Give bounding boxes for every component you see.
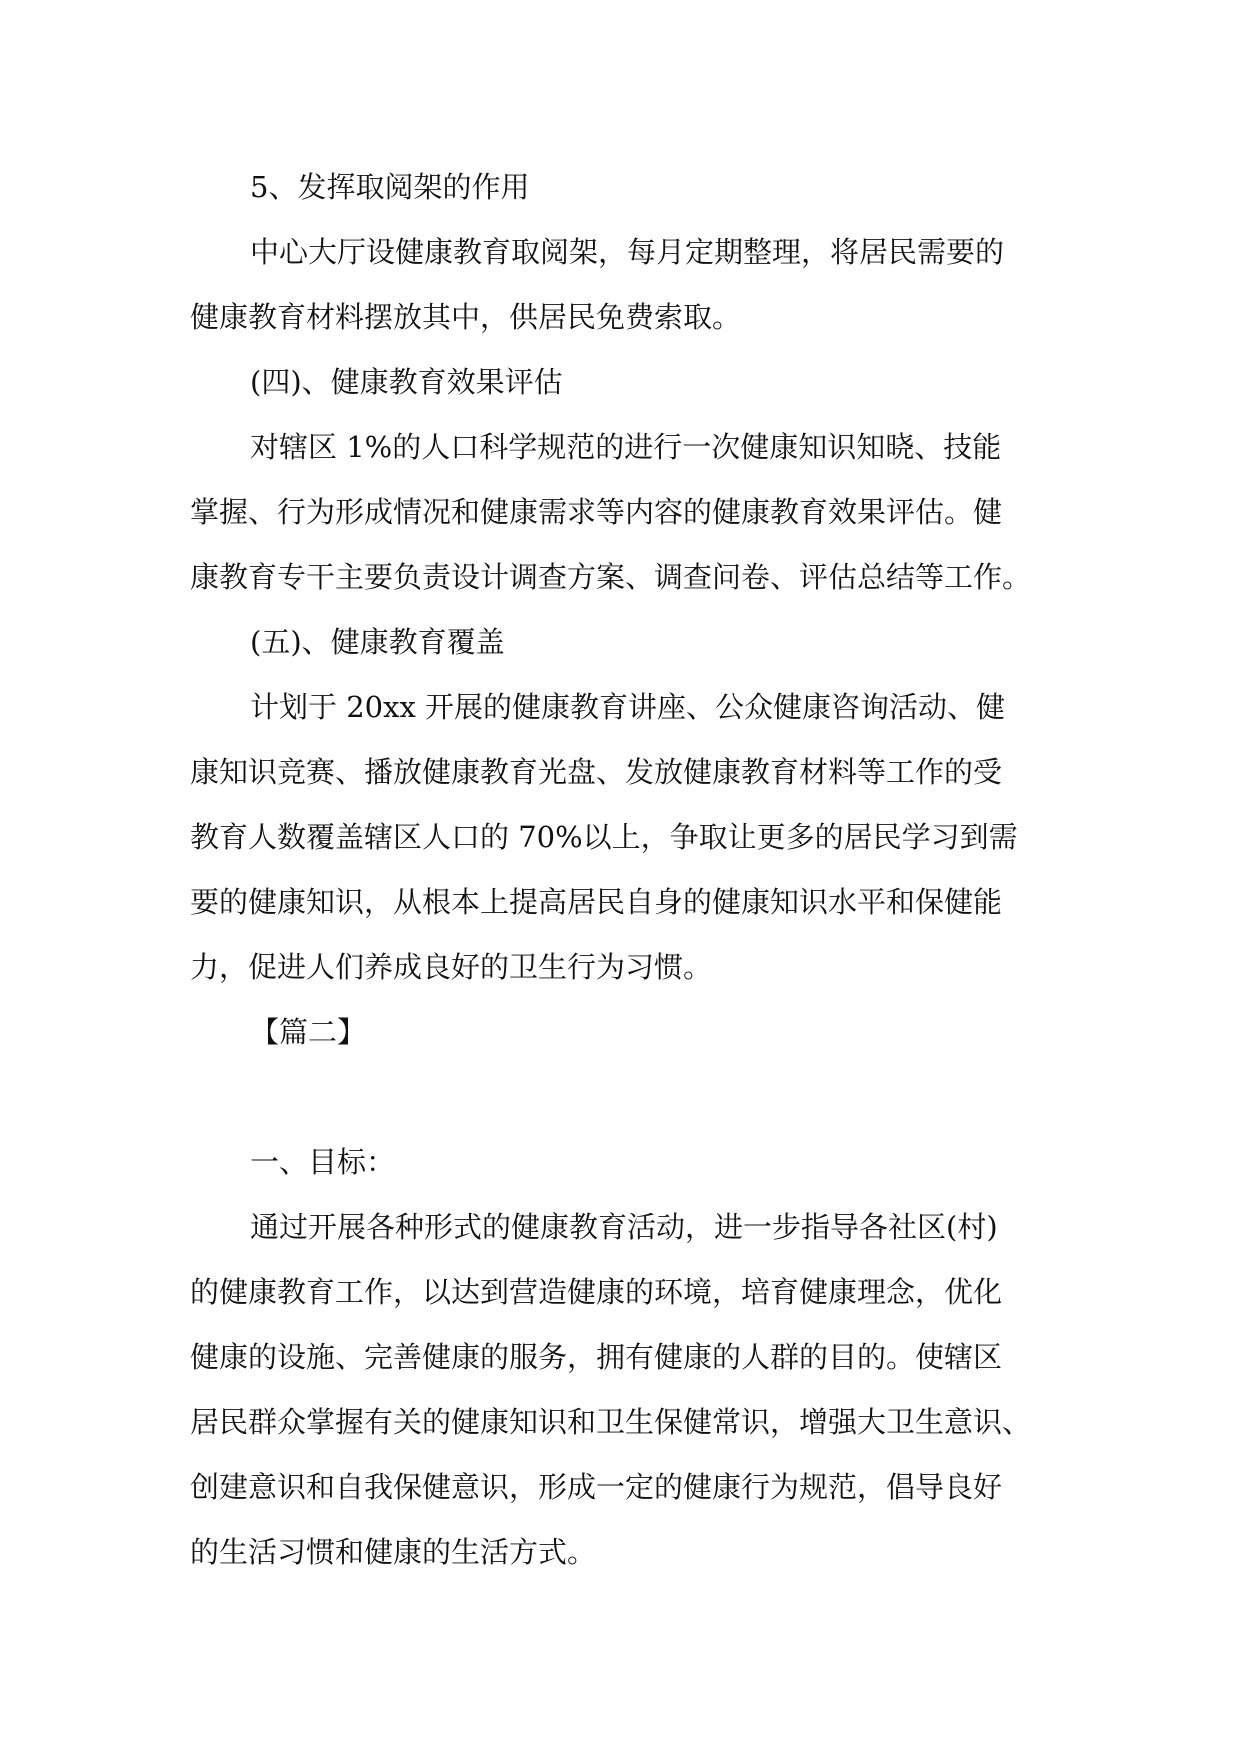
paragraph-line: 中心大厅设健康教育取阅架，每月定期整理，将居民需要的 (250, 235, 1005, 269)
paragraph-line: 教育人数覆盖辖区人口的 70%以上，争取让更多的居民学习到需 (190, 820, 1018, 854)
paragraph-line: 健康的设施、完善健康的服务，拥有健康的人群的目的。使辖区 (190, 1340, 1003, 1374)
paragraph-line: 要的健康知识，从根本上提高居民自身的健康知识水平和保健能 (190, 885, 1003, 919)
paragraph-line: 居民群众掌握有关的健康知识和卫生保健常识，增强大卫生意识、 (190, 1405, 1032, 1439)
section-heading: 5、发挥取阅架的作用 (250, 170, 530, 204)
paragraph-line: 力，促进人们养成良好的卫生行为习惯。 (190, 950, 713, 984)
paragraph-line: 的生活习惯和健康的生活方式。 (190, 1535, 597, 1569)
document-body (190, 155, 1060, 1585)
section-heading: 一、目标： (250, 1145, 396, 1179)
paragraph-line: 通过开展各种形式的健康教育活动，进一步指导各社区(村) (250, 1210, 998, 1244)
paragraph-line: 健康教育材料摆放其中，供居民免费索取。 (190, 300, 742, 334)
paragraph-line: 掌握、行为形成情况和健康需求等内容的健康教育效果评估。健 (190, 495, 1003, 529)
section-heading: (五)、健康教育覆盖 (250, 625, 505, 659)
paragraph-line: 对辖区 1%的人口科学规范的进行一次健康知识知晓、技能 (250, 430, 1002, 464)
blank-line (190, 1065, 1060, 1130)
paragraph-line: 康知识竞赛、播放健康教育光盘、发放健康教育材料等工作的受 (190, 755, 1003, 789)
part-heading: 【篇二】 (250, 1015, 367, 1049)
paragraph-line: 计划于 20xx 开展的健康教育讲座、公众健康咨询活动、健 (250, 690, 1006, 724)
paragraph-line: 康教育专干主要负责设计调查方案、调查问卷、评估总结等工作。 (190, 560, 1032, 594)
paragraph-line: 创建意识和自我保健意识，形成一定的健康行为规范，倡导良好 (190, 1470, 1003, 1504)
section-heading: (四)、健康教育效果评估 (250, 365, 563, 399)
paragraph-line: 的健康教育工作，以达到营造健康的环境，培育健康理念，优化 (190, 1275, 1003, 1309)
